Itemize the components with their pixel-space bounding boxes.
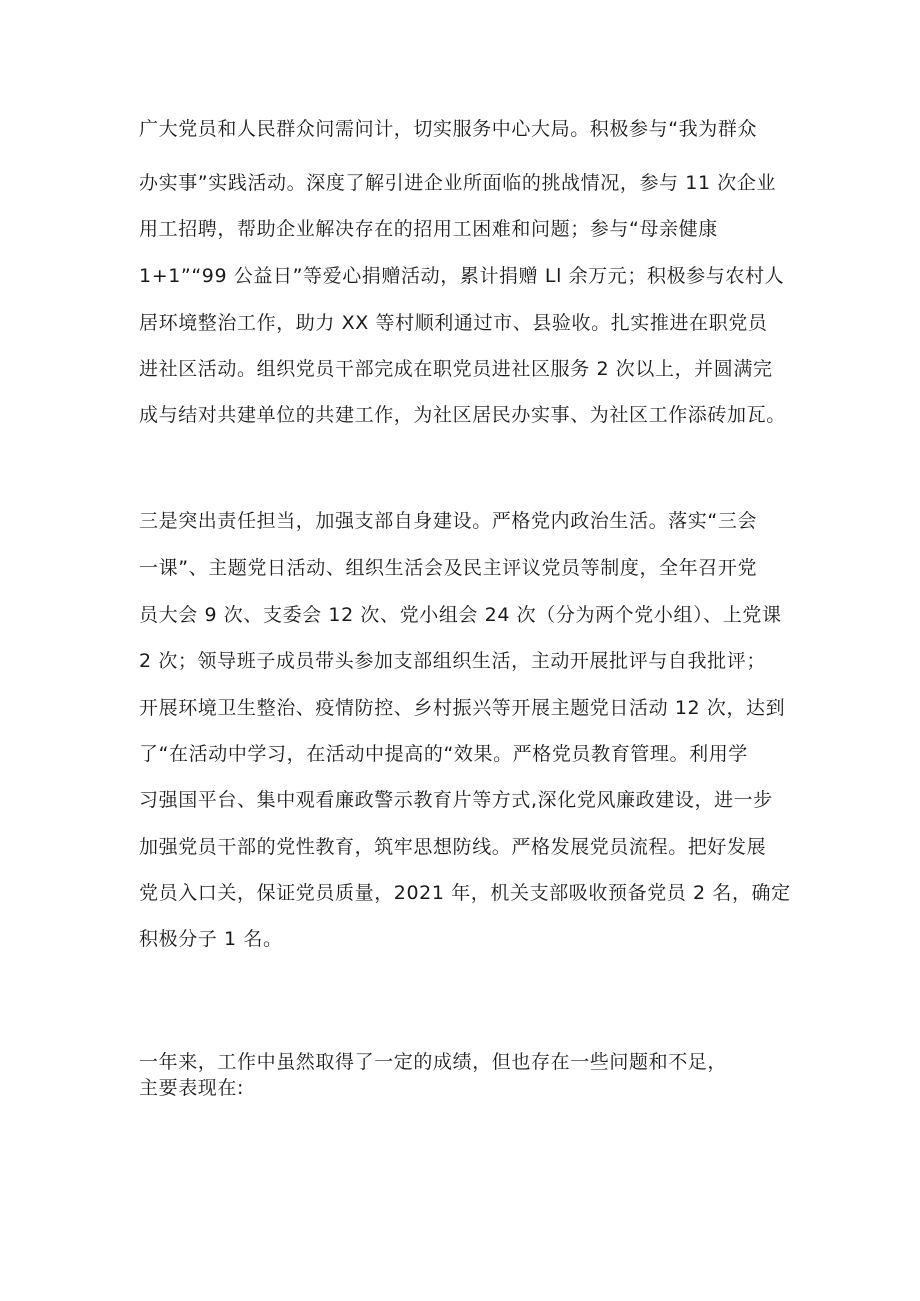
paragraph-2-line-5: 开展环境卫生整治、疫情防控、乡村振兴等开展主题党日活动 12 次，达到 (139, 697, 786, 719)
paragraph-1-line-5: 居环境整治工作，助力 XX 等村顺利通过市、县验收。扎实推进在职党员 (139, 312, 768, 334)
paragraph-1-line-1: 广大党员和人民群众问需问计，切实服务中心大局。积极参与“我为群众 (139, 118, 758, 140)
paragraph-2-line-9: 党员入口关，保证党员质量，2021 年，机关支部吸收预备党员 2 名，确定 (139, 882, 791, 904)
paragraph-1-line-4: 1+1”“99 公益日”等爱心捐赠活动，累计捐赠 Ll 余万元；积极参与农村人 (139, 265, 785, 287)
paragraph-2-line-7: 习强国平台、集中观看廉政警示教育片等方式,深化党风廉政建设，进一步 (139, 789, 773, 811)
paragraph-2-line-2: 一课”、主题党日活动、组织生活会及民主评议党员等制度，全年召开党 (139, 557, 758, 579)
paragraph-1-line-2: 办实事”实践活动。深度了解引进企业所面临的挑战情况，参与 11 次企业 (139, 172, 777, 194)
paragraph-1-line-7: 成与结对共建单位的共建工作，为社区居民办实事、为社区工作添砖加瓦。 (139, 404, 786, 426)
paragraph-2-line-6: 了“在活动中学习，在活动中提高的“效果。严格党员教育管理。利用学 (139, 743, 748, 765)
paragraph-2-line-3: 员大会 9 次、支委会 12 次、党小组会 24 次（分为两个党小组）、上党课 (139, 604, 782, 626)
paragraph-2-line-4: 2 次；领导班子成员带头参加支部组织生活，主动开展批评与自我批评； (139, 650, 766, 672)
paragraph-1-line-6: 进社区活动。组织党员干部完成在职党员进社区服务 2 次以上，并圆满完 (139, 358, 773, 380)
paragraph-2-line-8: 加强党员干部的党性教育，筑牢思想防线。严格发展党员流程。把好发展 (139, 836, 767, 858)
paragraph-1-line-3: 用工招聘，帮助企业解决存在的招用工困难和问题；参与“母亲健康 (139, 218, 718, 240)
paragraph-2-line-1: 三是突出责任担当，加强支部自身建设。严格党内政治生活。落实“三会 (139, 510, 758, 532)
paragraph-2-line-10: 积极分子 1 名。 (139, 928, 283, 950)
paragraph-3-line-2: 主要表现在: (139, 1077, 245, 1099)
paragraph-3-line-1: 一年来，工作中虽然取得了一定的成绩，但也存在一些问题和不足， (139, 1051, 728, 1073)
